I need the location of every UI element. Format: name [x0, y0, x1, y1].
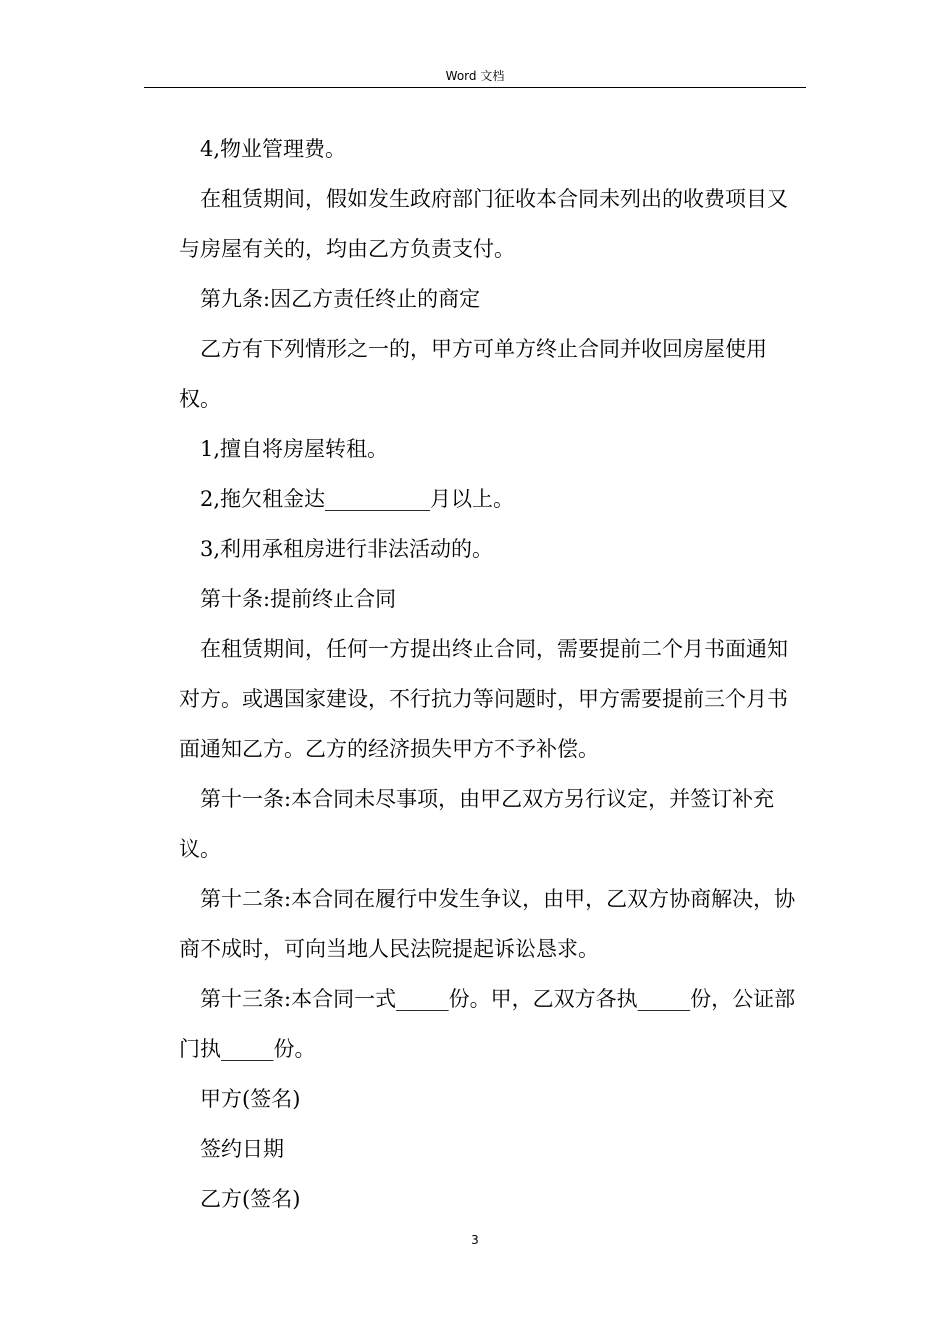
paragraph-government-fees: 在租赁期间，假如发生政府部门征收本合同未列出的收费项目又与房屋有关的，均由乙方负责支付。 — [179, 187, 788, 261]
paragraph-article-12: 第十二条:本合同在履行中发生争议，由甲，乙双方协商解决，协商不成时，可向当地人民法院提起诉讼恳求。 — [179, 887, 796, 961]
header-divider — [144, 87, 806, 88]
paragraph-item-3: 3,利用承租房进行非法活动的。 — [200, 537, 494, 561]
paragraph-article-11: 第十一条:本合同未尽事项，由甲乙双方另行议定，并签订补充议。 — [179, 787, 775, 861]
page-header: Word 文档 — [445, 69, 505, 83]
paragraph-item-1: 1,擅自将房屋转租。 — [200, 437, 389, 461]
paragraph-article-10-body: 在租赁期间，任何一方提出终止合同，需要提前二个月书面通知对方。或遇国家建设，不行抗力等问题时，甲方需要提前三个月书面通知乙方。乙方的经济损失甲方不予补偿。 — [179, 637, 788, 761]
paragraph-article-9-body: 乙方有下列情形之一的，甲方可单方终止合同并收回房屋使用权。 — [179, 337, 767, 411]
signature-date: 签约日期 — [200, 1137, 284, 1161]
paragraph-property-fee: 4,物业管理费。 — [200, 137, 347, 161]
document-body — [179, 124, 807, 1224]
paragraph-article-13: 第十三条:本合同一式_____份。甲，乙双方各执_____份，公证部门执_____份。 — [179, 987, 796, 1061]
signature-party-a: 甲方(签名) — [200, 1087, 301, 1111]
signature-party-b: 乙方(签名) — [200, 1187, 301, 1211]
page-number: 3 — [471, 1233, 479, 1247]
paragraph-article-9-title: 第九条:因乙方责任终止的商定 — [200, 287, 481, 311]
paragraph-article-10-title: 第十条:提前终止合同 — [200, 587, 397, 611]
paragraph-item-2: 2,拖欠租金达__________月以上。 — [200, 487, 515, 511]
